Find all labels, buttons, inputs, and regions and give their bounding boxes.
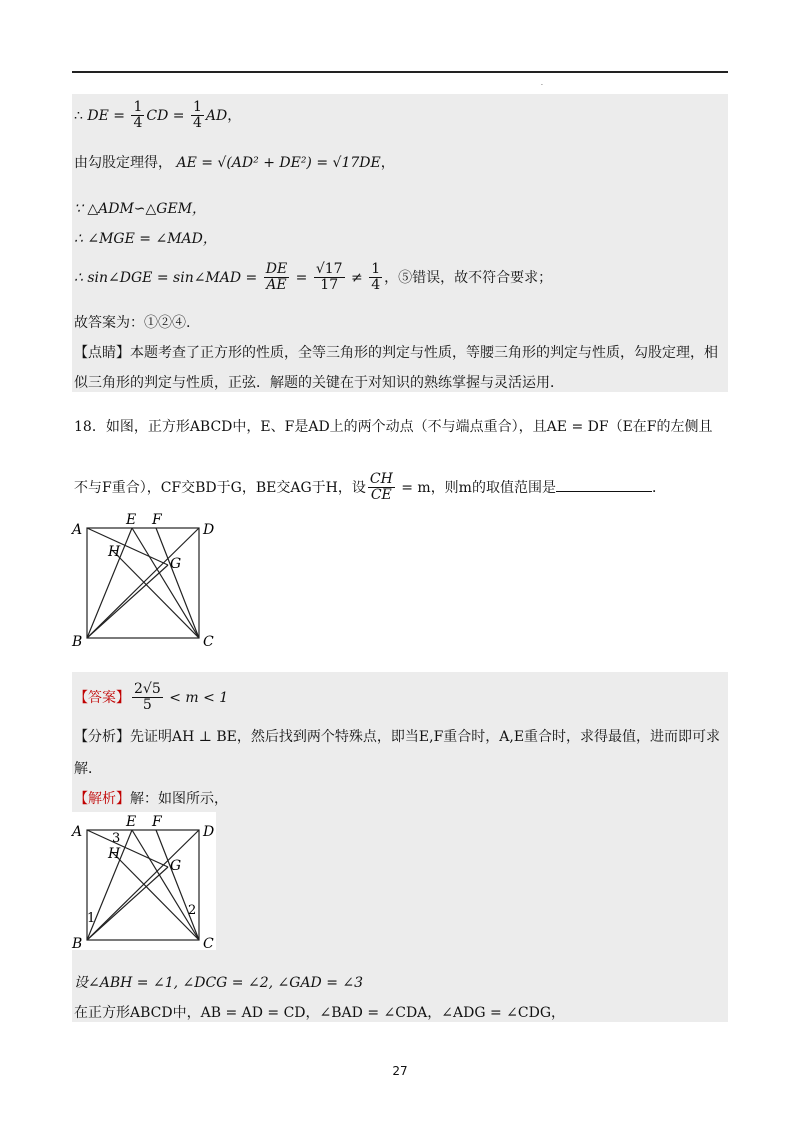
numerator: DE [265,261,288,277]
fraction [368,472,395,504]
eq-part: ∴ sin∠DGE = sin∠MAD = [74,269,262,286]
angle-definition-line: 设∠ABH = ∠1, ∠DCG = ∠2, ∠GAD = ∠3 [74,975,364,991]
equation: AE = √(AD² + DE²) = √17DE [176,155,381,171]
solution-line [74,788,228,808]
solution-tag: 【解析】 [74,791,130,807]
label-a: A [72,522,83,538]
punct: ， [227,107,242,124]
fraction [264,262,289,294]
comment-text: 本题考查了正方形的性质，全等三角形的判定与性质，等腰三角形的判定与性质，勾股定理，相 [130,345,718,361]
denominator: 5 [142,697,152,714]
denominator: 17 [320,277,339,294]
label-e: E [126,814,137,830]
denominator: 4 [371,277,381,294]
eq-part: ≠ [346,269,368,286]
denominator: 4 [133,115,143,132]
line-cf [156,528,199,638]
label-d: D [203,824,215,840]
analysis-tag: 【分析】 [74,729,130,745]
fraction [131,100,144,132]
answer-line [74,682,228,714]
label-d: D [203,522,215,538]
angle-3-label: 3 [112,831,121,846]
fraction [132,682,163,714]
label-g: G [170,556,182,572]
angle-2-label: 2 [188,903,197,918]
answer-blank[interactable] [556,479,652,492]
label-c: C [203,936,214,952]
question-18-line-2 [74,472,666,504]
analysis-line-1 [74,726,720,746]
eq-line-4: ∴ ∠MGE = ∠MAD， [74,231,217,247]
solution-text: 解：如图所示， [130,791,228,807]
eq-line-3: ∵ △ADM∽△GEM， [74,201,207,217]
label-e: E [126,512,137,528]
numerator: 2√5 [134,681,161,697]
text: ，⑤错误，故不符合要求； [384,269,553,286]
eq-line-1 [74,100,241,132]
comment-line-2: 似三角形的判定与性质，正弦．解题的关键在于对知识的熟练掌握与灵活运用． [74,375,564,391]
numerator: 1 [133,99,143,115]
square-property-line: 在正方形ABCD中，AB = AD = CD，∠BAD = ∠CDA，∠ADG = ∠CDG， [74,1005,566,1021]
punct: ， [380,155,395,171]
label-g: G [170,858,182,874]
label-h: H [108,544,121,560]
fraction [191,100,204,132]
text: 不与F重合），CF交BD于G，BE交AG于H，设 [74,479,366,496]
header-dot: · [541,82,543,89]
fraction [314,262,345,294]
comment-tag: 【点睛】 [74,345,130,361]
eq-part: AD [205,107,228,124]
line-ag [87,528,168,565]
page-number: 27 [392,1064,408,1078]
eq-part: = [291,269,312,286]
label-c: C [203,634,214,650]
punct: ． [651,479,666,496]
denominator: CE [370,487,392,504]
answer-summary: 故答案为：①②④. [74,315,191,331]
label-h: H [108,846,121,862]
label-b: B [72,634,83,650]
line-bg [87,565,168,638]
analysis-text: 先证明AH ⊥ BE，然后找到两个特殊点，即当E,F重合时，A,E重合时，求得最值，进而即可求 [130,729,721,745]
eq-part: DE = [87,107,130,124]
numerator: 1 [192,99,202,115]
angle-1-label: 1 [87,911,96,926]
label-a: A [72,824,83,840]
denominator: AE [266,277,287,294]
header-rule [72,71,728,73]
figure-2 [70,812,220,952]
eq-part: CD = [146,107,189,124]
numerator: 1 [371,261,381,277]
label-f: F [152,512,162,528]
line-ce [132,528,199,638]
text: 由勾股定理得， [74,155,172,171]
denominator: 4 [192,115,202,132]
label-b: B [72,936,83,952]
inequality: < m < 1 [164,689,229,706]
fraction [369,262,382,294]
analysis-line-2: 解． [74,761,102,777]
numerator: CH [369,471,393,487]
figure-1 [70,510,220,650]
comment-line-1 [74,342,718,362]
eq-line-5 [74,262,552,294]
eq-line-2 [74,152,395,172]
line-ch [112,550,199,638]
question-18-line-1: 18．如图，正方形ABCD中，E、F是AD上的两个动点（不与端点重合），且AE = DF（E在F的左侧且 [74,419,713,435]
therefore-symbol: ∴ [74,107,83,124]
numerator: √17 [315,261,343,277]
text: = m，则m的取值范围是 [396,479,556,496]
label-f: F [152,814,162,830]
answer-tag: 【答案】 [74,689,130,706]
